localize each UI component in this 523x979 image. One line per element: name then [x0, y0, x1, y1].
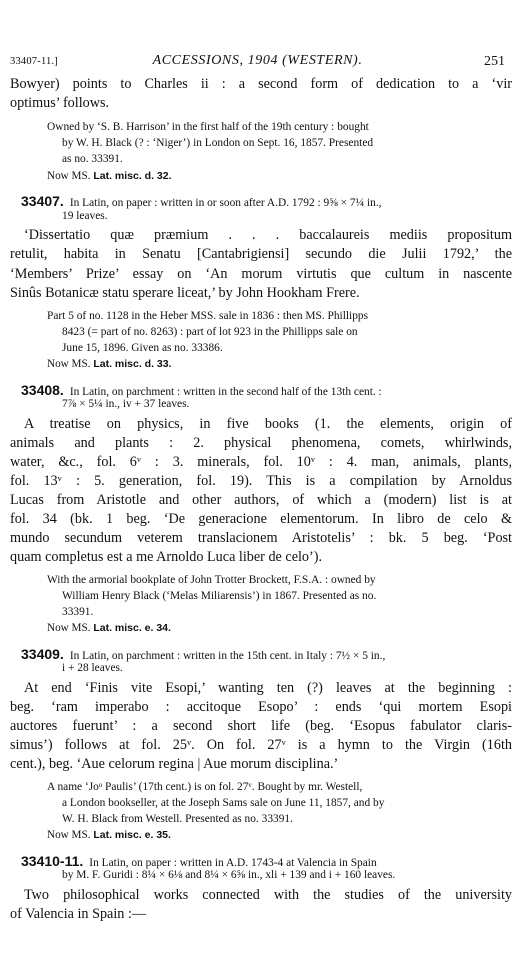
body-line: Sinûs Botanicæ statu sperare liceat,’ by John Hookham Frere. — [10, 285, 360, 301]
shelfmark-line: Now MS. Lat. misc. e. 35. — [47, 829, 171, 841]
body-line: Two philosophical works connected with the studies of the university — [24, 887, 512, 903]
entry-number: 33410-11. — [21, 853, 84, 869]
body-line: cent.), beg. ‘Aue celorum regina | Aue morum disciplina.’ — [10, 756, 339, 772]
provenance-line: by W. H. Black (? : ‘Niger’) in London on Sept. 16, 1857. Presented — [62, 137, 374, 149]
entry-heading-33409: 33409. In Latin, on parchment : written in the 15th cent. in Italy : 7½ × 5 in., — [21, 646, 386, 662]
body-line: of Valencia in Spain :— — [10, 906, 147, 922]
body-line: ‘Dissertatio quæ præmium . . . baccalaureis mediis propositum — [24, 227, 512, 243]
provenance-line: Part 5 of no. 1128 in the Heber MSS. sale in 1836 : then MS. Phillipps — [47, 310, 369, 322]
provenance-line: Owned by ‘S. B. Harrison’ in the first half of the 19th century : bought — [47, 121, 369, 133]
header-title: ACCESSIONS, 1904 (WESTERN). — [152, 53, 363, 68]
entry-extent: by M. F. Guridi : 8¼ × 6⅛ and 8¼ × 6⅝ in., xli + 139 and i + 160 leaves. — [62, 869, 396, 881]
shelfmark: Lat. misc. d. 33. — [93, 358, 172, 370]
body-line: mundo secundum veterem translacionem Aristotelis’ : bk. 5 beg. ‘Post — [10, 530, 512, 546]
body-line: At end ‘Finis vite Esopi,’ wanting ten (?) leaves at the beginning : — [24, 680, 512, 696]
body-line: quam completus est a me Arnoldo Luca liber de celo’). — [10, 549, 323, 565]
entry-heading-33410-11: 33410-11. In Latin, on paper : written in A.D. 1743-4 at Valencia in Spain — [21, 853, 377, 869]
body-line: simus’) follows at fol. 25ᵛ. On fol. 27ᵛ is a hymn to the Virgin (16th — [10, 737, 512, 753]
body-line: A treatise on physics, in five books (1. the elements, origin of — [24, 416, 512, 432]
provenance-line: William Henry Black (‘Melas Miliarensis’) in 1867. Presented as no. — [62, 590, 377, 602]
body-line: water, &c., fol. 6ᵛ : 3. minerals, fol. 10ᵛ : 4. man, animals, plants, — [10, 454, 512, 470]
provenance-line: With the armorial bookplate of John Trotter Brockett, F.S.A. : owned by — [47, 574, 376, 586]
shelfmark: Lat. misc. e. 34. — [93, 622, 171, 634]
body-line: beg. ‘ram imperabo : accitoque Esopo’ : ends ‘qui mortem Esopi — [10, 699, 512, 715]
shelfmark: Lat. misc. d. 32. — [93, 170, 172, 182]
provenance-line: June 15, 1896. Given as no. 33386. — [62, 342, 223, 354]
page-number: 251 — [484, 54, 505, 69]
body-line: ‘Members’ Prize’ essay on ‘An morum virtutis que cultum in nascente — [10, 266, 512, 282]
entry-heading-33407: 33407. In Latin, on paper : written in or soon after A.D. 1792 : 9⅝ × 7¼ in., — [21, 193, 382, 209]
body-line: fol. 13ᵛ : 5. generation, fol. 19). This is a compilation by Arnoldus — [10, 473, 512, 489]
entry-extent: i + 28 leaves. — [62, 662, 123, 674]
entry-number: 33407. — [21, 193, 64, 209]
running-header — [10, 52, 505, 72]
provenance-line: a London bookseller, at the Joseph Sams sale on June 11, 1857, and by — [62, 797, 385, 809]
entry-extent: 7⅞ × 5¼ in., iv + 37 leaves. — [62, 398, 190, 410]
provenance-line: 33391. — [62, 606, 94, 618]
entry-number: 33408. — [21, 382, 64, 398]
body-line: auctores fuerunt’ : a second short life (beg. ‘Esopus fabulator claris- — [10, 718, 512, 734]
provenance-line: 8423 (= part of no. 8263) : part of lot 923 in the Phillipps sale on — [62, 326, 358, 338]
entry-extent: 19 leaves. — [62, 210, 108, 222]
shelfmark: Lat. misc. e. 35. — [93, 829, 171, 841]
body-line: Lucas from Aristotle and other authors, of which a (modern) list is at — [10, 492, 512, 508]
shelfmark-line: Now MS. Lat. misc. e. 34. — [47, 622, 171, 634]
provenance-line: W. H. Black from Westell. Presented as no. 33391. — [62, 813, 293, 825]
body-line: fol. 34 (bk. 1 beg. ‘De generacione elementorum. In libro de celo & — [10, 511, 512, 527]
body-line: Bowyer) points to Charles ii : a second form of dedication to a ‘vir — [10, 76, 512, 92]
shelfmark-line: Now MS. Lat. misc. d. 33. — [47, 358, 172, 370]
entry-number: 33409. — [21, 646, 64, 662]
provenance-line: as no. 33391. — [62, 153, 123, 165]
shelfmark-line: Now MS. Lat. misc. d. 32. — [47, 170, 172, 182]
header-range: 33407-11.] — [10, 56, 58, 67]
body-line: animals and plants : 2. physical phenomena, comets, whirlwinds, — [10, 435, 512, 451]
body-line: retulit, habita in Senatu [Cantabrigiensi] secundo die Julii 1792,’ the — [10, 246, 512, 262]
provenance-line: A name ‘Joᵒ Paulis’ (17th cent.) is on fol. 27ᵛ. Bought by mr. Westell, — [47, 781, 363, 793]
body-line: optimus’ follows. — [10, 95, 110, 111]
entry-heading-33408: 33408. In Latin, on parchment : written in the second half of the 13th cent. : — [21, 382, 382, 398]
